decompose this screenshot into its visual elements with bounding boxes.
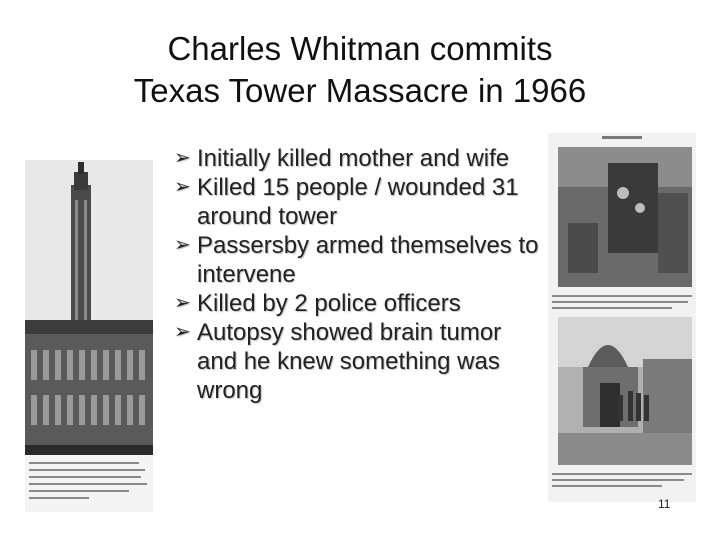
arrow-bullet-icon: ➢ [174,321,191,343]
bullet-text: Killed 15 people / wounded 31 around tower [197,174,519,230]
bullet-text: Autopsy showed brain tumor and he knew something was wrong [197,319,502,404]
book-page-photo [548,133,696,502]
bullet-text: Initially killed mother and wife [197,145,510,172]
title-line-2: Texas Tower Massacre in 1966 [133,72,587,109]
bullet-item [172,173,547,231]
page-number: 11 [658,497,671,511]
bullet-text: Passersby armed themselves to intervene [197,232,539,288]
title-line-1: Charles Whitman commits [167,30,553,67]
bullet-item [172,144,547,173]
arrow-bullet-icon: ➢ [174,147,191,169]
bullet-item [172,318,547,405]
bullet-item [172,289,547,318]
arrow-bullet-icon: ➢ [174,234,191,256]
bullet-item [172,231,547,289]
slide-title [60,28,660,112]
tower-photo [25,160,153,512]
arrow-bullet-icon: ➢ [174,292,191,314]
bullet-text: Killed by 2 police officers [197,290,461,317]
arrow-bullet-icon: ➢ [174,176,191,198]
bullet-list [172,144,547,405]
